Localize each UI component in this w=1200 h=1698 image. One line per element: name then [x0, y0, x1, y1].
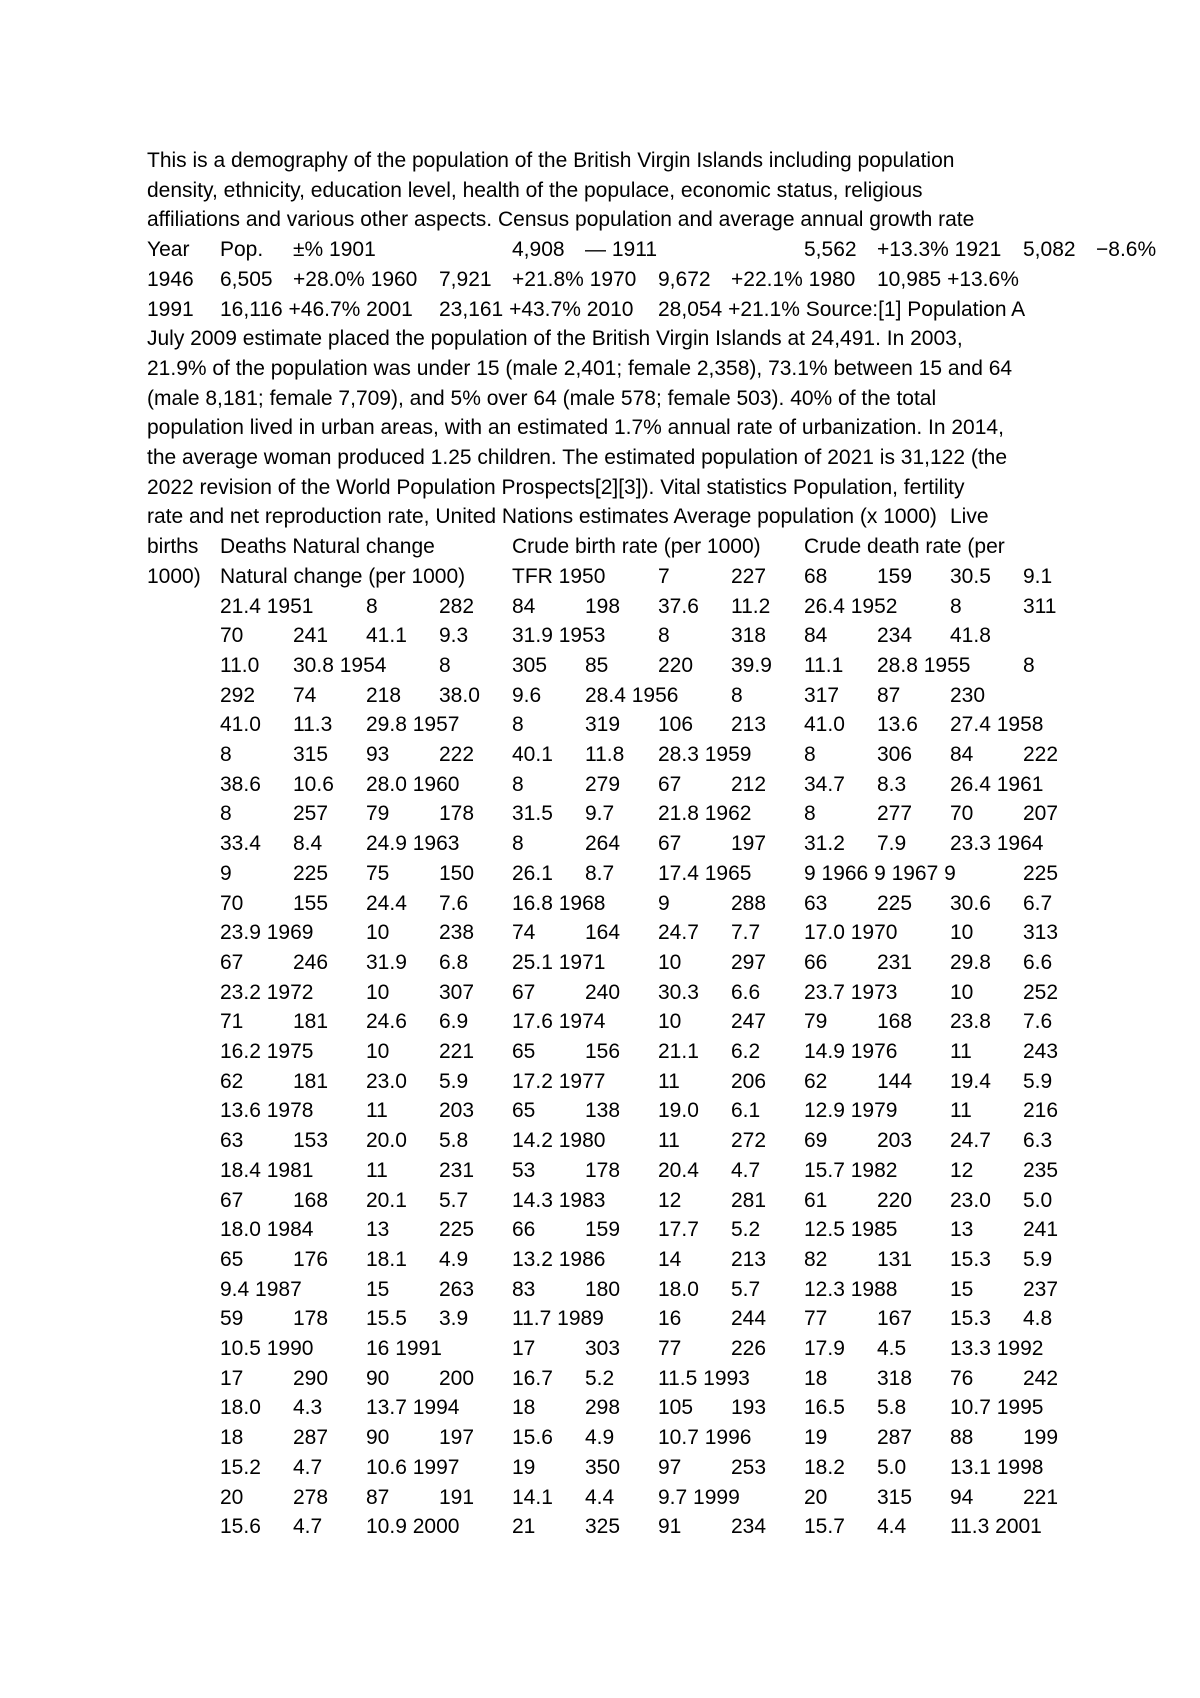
text-line: 18 287 90 197 15.6 4.9 10.7 1996 19 287 88 199 — [147, 1426, 1059, 1450]
text-line: 23.2 1972 10 307 67 240 30.3 6.6 23.7 1973 10 252 — [147, 980, 1059, 1004]
text-line: 41.0 11.3 29.8 1957 8 319 106 213 41.0 13.6 27.4 1958 — [147, 713, 1044, 737]
text-line: July 2009 estimate placed the population of the British Virgin Islands at 24,491. In 2003, — [147, 327, 963, 351]
text-line: 16.2 1975 10 221 65 156 21.1 6.2 14.9 1976 11 243 — [147, 1040, 1059, 1063]
text-line: 15.2 4.7 10.6 1997 19 350 97 253 18.2 5.0 13.1 1998 — [147, 1455, 1044, 1479]
text-line: 21.9% of the population was under 15 (male 2,401; female 2,358), 73.1% between 15 and 64 — [147, 356, 1013, 380]
text-line: rate and net reproduction rate, United Nations estimates Average population (x 1000) Live — [147, 505, 989, 529]
text-line: 70 241 41.1 9.3 31.9 1953 8 318 84 234 41.8 — [147, 624, 991, 648]
text-line: 70 155 24.4 7.6 16.8 1968 9 288 63 225 30.6 6.7 — [147, 891, 1053, 915]
text-line: births Deaths Natural change Crude birth rate (per 1000) Crude death rate (per — [147, 535, 1005, 559]
text-line: Year Pop. ±% 1901 4,908 — 1911 5,562 +13.3% 1921 5,082 −8.6% — [147, 238, 1157, 262]
text-line: 15.6 4.7 10.9 2000 21 325 91 234 15.7 4.4 11.3 2001 — [147, 1515, 1042, 1539]
text-line: 8 257 79 178 31.5 9.7 21.8 1962 8 277 70 207 — [147, 802, 1059, 826]
text-line: 2022 revision of the World Population Prospects[2][3]). Vital statistics Population, fertility — [147, 475, 965, 499]
text-line: 17 290 90 200 16.7 5.2 11.5 1993 18 318 76 242 — [147, 1366, 1059, 1390]
text-line: 65 176 18.1 4.9 13.2 1986 14 213 82 131 15.3 5.9 — [147, 1247, 1053, 1271]
text-line: 1000) Natural change (per 1000) TFR 1950 7 227 68 159 30.5 9.1 — [147, 564, 1053, 588]
text-line: 71 181 24.6 6.9 17.6 1974 10 247 79 168 23.8 7.6 — [147, 1010, 1053, 1034]
text-line: 67 246 31.9 6.8 25.1 1971 10 297 66 231 29.8 6.6 — [147, 950, 1053, 974]
text-line: 23.9 1969 10 238 74 164 24.7 7.7 17.0 1970 10 313 — [147, 921, 1059, 945]
text-line: population lived in urban areas, with an estimated 1.7% annual rate of urbanization. In 2014, — [147, 416, 1004, 440]
text-line: 18.0 1984 13 225 66 159 17.7 5.2 12.5 1985 13 241 — [147, 1218, 1059, 1242]
text-line: affiliations and various other aspects. Census population and average annual growth rate — [147, 208, 975, 232]
text-line: the average woman produced 1.25 children. The estimated population of 2021 is 31,122 (the — [147, 446, 1008, 469]
text-line: 59 178 15.5 3.9 11.7 1989 16 244 77 167 15.3 4.8 — [147, 1307, 1053, 1331]
text-line: 9 225 75 150 26.1 8.7 17.4 1965 9 1966 9 1967 9 225 — [147, 861, 1059, 885]
text-line: 1991 16,116 +46.7% 2001 23,161 +43.7% 2010 28,054 +21.1% Source:[1] Population A — [147, 297, 1026, 321]
text-line: density, ethnicity, education level, health of the populace, economic status, religious — [147, 178, 923, 202]
text-line: 38.6 10.6 28.0 1960 8 279 67 212 34.7 8.3 26.4 1961 — [147, 772, 1044, 796]
text-line: 292 74 218 38.0 9.6 28.4 1956 8 317 87 230 — [147, 683, 986, 707]
text-line: 18.4 1981 11 231 53 178 20.4 4.7 15.7 1982 12 235 — [147, 1158, 1059, 1182]
text-line: 21.4 1951 8 282 84 198 37.6 11.2 26.4 1952 8 311 — [147, 594, 1057, 618]
text-line: 13.6 1978 11 203 65 138 19.0 6.1 12.9 1979 11 216 — [147, 1099, 1059, 1123]
text-line: 20 278 87 191 14.1 4.4 9.7 1999 20 315 94 221 — [147, 1485, 1059, 1509]
text-line: 8 315 93 222 40.1 11.8 28.3 1959 8 306 84 222 — [147, 743, 1059, 766]
text-line: 10.5 1990 16 1991 17 303 77 226 17.9 4.5 13.3 1992 — [147, 1337, 1044, 1360]
text-line: (male 8,181; female 7,709), and 5% over 64 (male 578; female 503). 40% of the total — [147, 386, 937, 410]
text-line: 1946 6,505 +28.0% 1960 7,921 +21.8% 1970 9,672 +22.1% 1980 10,985 +13.6% — [147, 267, 1019, 291]
text-line: 18.0 4.3 13.7 1994 18 298 105 193 16.5 5.8 10.7 1995 — [147, 1396, 1044, 1420]
text-line: 63 153 20.0 5.8 14.2 1980 11 272 69 203 24.7 6.3 — [147, 1129, 1053, 1153]
text-line: 62 181 23.0 5.9 17.2 1977 11 206 62 144 19.4 5.9 — [147, 1069, 1053, 1093]
text-line: This is a demography of the population of the British Virgin Islands including population — [147, 149, 955, 172]
text-line: 33.4 8.4 24.9 1963 8 264 67 197 31.2 7.9 23.3 1964 — [147, 832, 1044, 856]
text-line: 67 168 20.1 5.7 14.3 1983 12 281 61 220 23.0 5.0 — [147, 1188, 1053, 1212]
text-line: 11.0 30.8 1954 8 305 85 220 39.9 11.1 28.8 1955 8 — [147, 653, 1035, 677]
text-line: 9.4 1987 15 263 83 180 18.0 5.7 12.3 1988 15 237 — [147, 1277, 1059, 1301]
